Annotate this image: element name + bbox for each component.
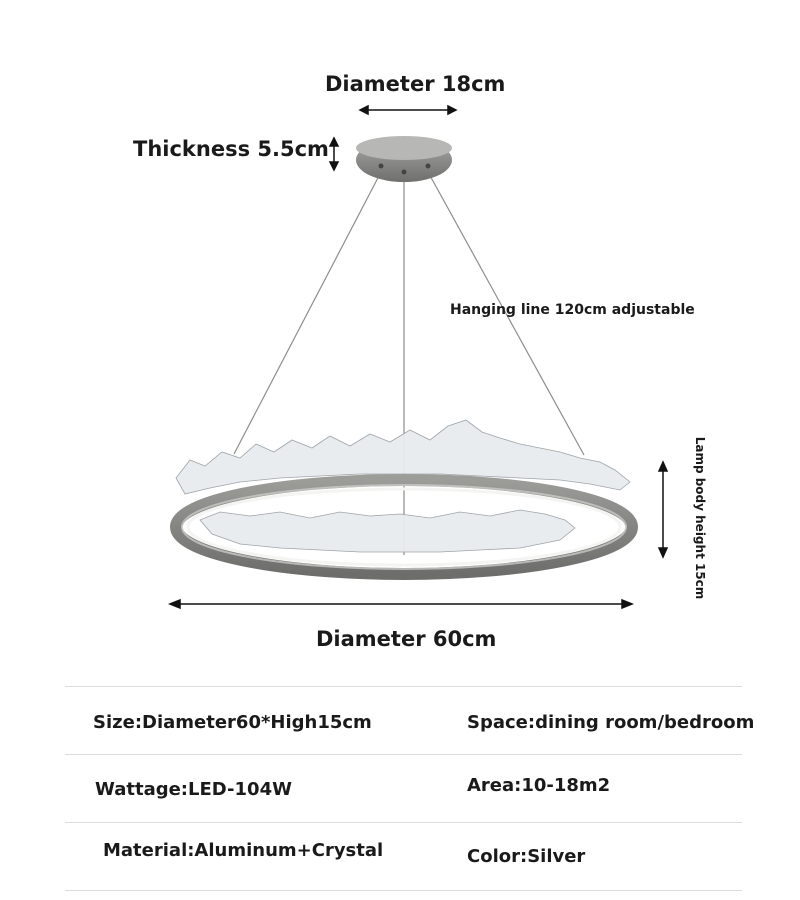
lamp-body-height-label: Lamp body height 15cm	[693, 436, 707, 600]
hanging-line-label: Hanging line 120cm adjustable	[450, 302, 695, 318]
spec-area: Area:10-18m2	[467, 775, 611, 796]
spec-material: Material:Aluminum+Crystal	[103, 840, 384, 861]
spec-table	[65, 686, 755, 891]
ring-diameter-label: Diameter 60cm	[316, 627, 497, 651]
spec-row	[65, 686, 755, 754]
ceiling-canopy	[356, 136, 452, 182]
thickness-arrow	[330, 138, 338, 170]
spec-row	[65, 754, 742, 822]
spec-space: Space:dining room/bedroom	[467, 712, 755, 733]
spec-color: Color:Silver	[467, 846, 586, 867]
top-diameter-arrow	[360, 106, 456, 114]
spec-wattage: Wattage:LED-104W	[95, 779, 292, 800]
ring-diameter-arrow	[170, 600, 632, 608]
top-diameter-label: Diameter 18cm	[325, 72, 506, 96]
spec-row	[65, 822, 742, 891]
spec-size: Size:Diameter60*High15cm	[93, 712, 372, 733]
lamp-height-arrow	[659, 462, 667, 557]
thickness-label: Thickness 5.5cm	[133, 137, 329, 161]
